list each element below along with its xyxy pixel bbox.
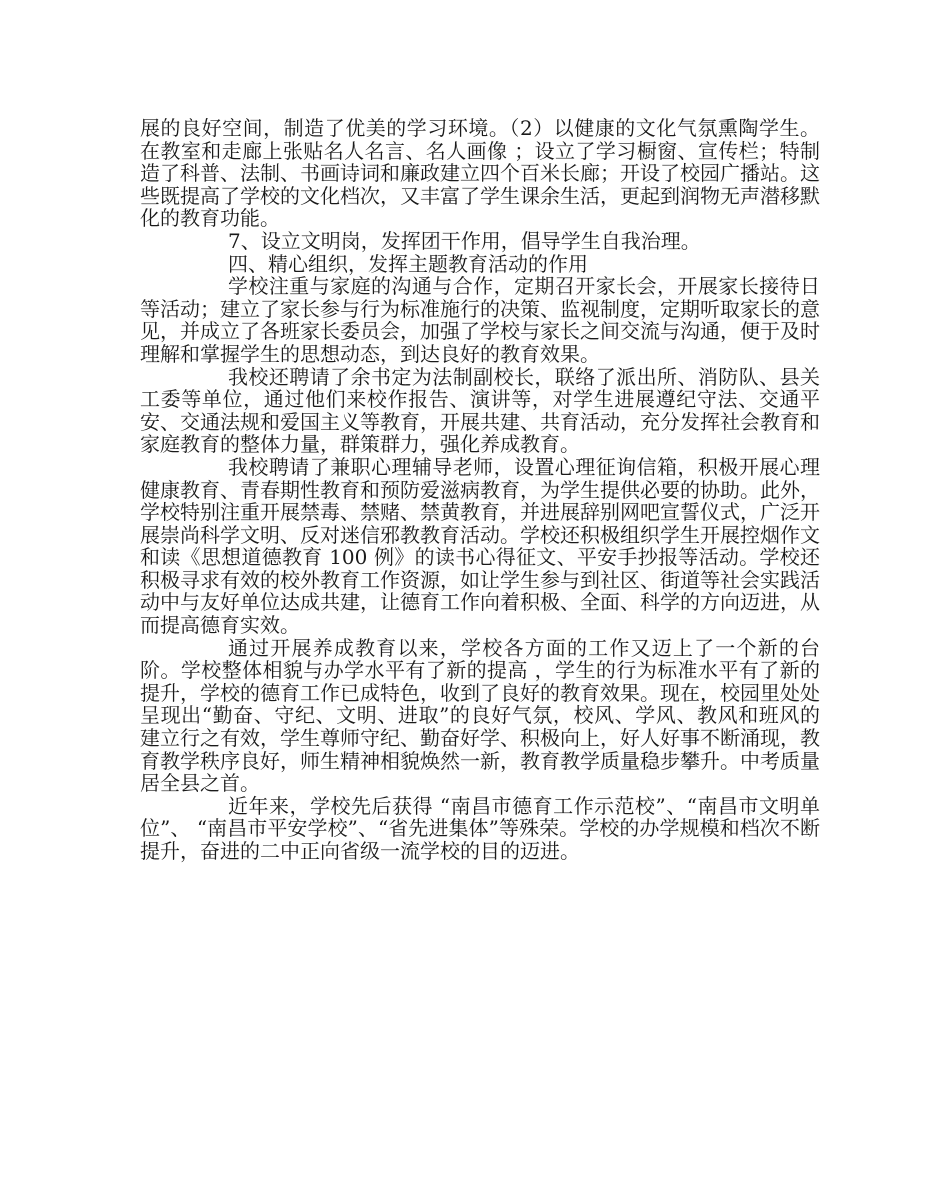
paragraph-5: 我校还聘请了余书定为法制副校长，联络了派出所、消防队、县关工委等单位，通过他们来校作报告、演讲等，对学生进展遵纪守法、交通平安、交通法规和爱国主义等教育，开展共建、共育活动，充分发挥社会教育和家庭教育的整体力量，群策群力，强化养成教育。 [140,364,820,457]
document-body [140,117,820,863]
paragraph-6: 我校聘请了兼职心理辅导老师，设置心理征询信箱，积极开展心理健康教育、青春期性教育和预防爱滋病教育，为学生提供必要的协助。此外，学校特别注重开展禁毒、禁赌、禁黄教育，并进展辞别网吧宣誓仪式，广泛开展崇尚科学文明、反对迷信邪教教育活动。学校还积极组织学生开展控烟作文和读《思想道德教育 100 例》的读书心得征文、平安手抄报等活动。学校还积极寻求有效的校外教育工作资源，如让学生参与到社区、街道等社会实践活动中与友好单位达成共建，让德育工作向着积极、全面、科学的方向迈进，从而提高德育实效。 [140,454,820,638]
paragraph-4: 学校注重与家庭的沟通与合作，定期召开家长会，开展家长接待日等活动；建立了家长参与行为标准施行的决策、监视制度，定期听取家长的意见，并成立了各班家长委员会，加强了学校与家长之间交流与沟通，便于及时理解和掌握学生的思想动态，到达良好的教育效果。 [140,274,820,366]
paragraph-2: 7、设立文明岗，发挥团干作用，倡导学生自我治理。 [228,228,701,253]
section-heading: 四、精心组织，发挥主题教育活动的作用 [228,251,588,276]
paragraph-8: 近年来，学校先后获得 “南昌市德育工作示范校”、“南昌市文明单位”、 “南昌市平安学校”、“省先进集体”等殊荣。学校的办学规模和档次不断提升，奋进的二中正向省级一流学校的目的迈进。 [140,793,820,863]
paragraph-1: 展的良好空间，制造了优美的学习环境。（2）以健康的文化气氛熏陶学生。在教室和走廊上张贴名人名言、名人画像 ；设立了学习橱窗、宣传栏；特制造了科普、法制、书画诗词和廉政建立四个百米长廊；开设了校园广播站。这些既提高了学校的文化档次，又丰富了学生课余生活，更起到润物无声潜移默化的教育功能。 [140,116,820,231]
paragraph-7: 通过开展养成教育以来，学校各方面的工作又迈上了一个新的台阶。学校整体相貌与办学水平有了新的提高 ，学生的行为标准水平有了新的提升，学校的德育工作已成特色，收到了良好的教育效果。现在，校园里处处呈现出“勤奋、守纪、文明、进取”的良好气氛，校风、学风、教风和班风的建立行之有效，学生尊师守纪、勤奋好学、积极向上，好人好事不断涌现，教育教学秩序良好，师生精神相貌焕然一新，教育教学质量稳步攀升。中考质量居全县之首。 [140,635,820,796]
